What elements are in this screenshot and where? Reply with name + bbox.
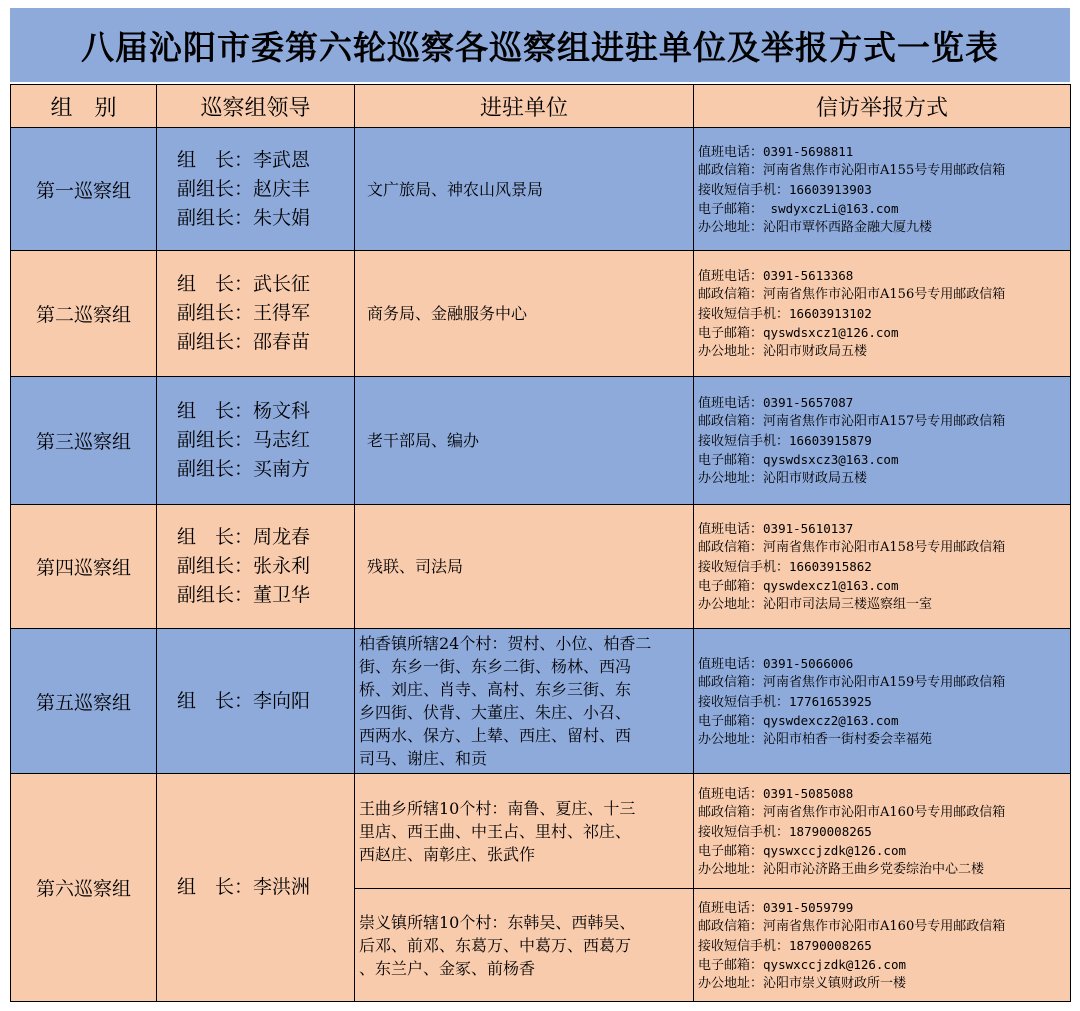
contact-address: 办公地址：沁阳市崇义镇财政所一楼 xyxy=(698,975,907,991)
stationed-units: 商务局、金融服务中心 xyxy=(355,251,694,377)
group-leaders xyxy=(157,774,355,1002)
group-name: 第三巡察组 xyxy=(11,377,157,505)
contact-address: 办公地址：沁阳市司法局三楼巡察组一室 xyxy=(698,597,933,612)
contact-address: 办公地址：沁阳市覃怀西路金融大厦九楼 xyxy=(698,219,933,235)
leader: 副组长：王得军 xyxy=(177,302,311,324)
contact-mail: 邮政信箱：河南省焦作市沁阳市A158号专用邮政信箱 xyxy=(698,540,1006,555)
header-contact: 信访举报方式 xyxy=(694,85,1071,128)
units-line: 乡四街、伏背、大董庄、朱庄、小召、 xyxy=(359,703,632,722)
table-row xyxy=(11,505,1071,629)
stationed-units: 文广旅局、神农山风景局 xyxy=(355,128,694,251)
leader: 组 长：李洪洲 xyxy=(177,876,311,898)
contact-info xyxy=(694,889,1071,1002)
contact-mail: 邮政信箱：河南省焦作市沁阳市A155号专用邮政信箱 xyxy=(698,162,1006,178)
stationed-units xyxy=(355,889,694,1002)
contact-address: 办公地址：沁阳市财政局五楼 xyxy=(698,344,868,359)
contact-info xyxy=(694,128,1071,251)
contact-phone: 值班电话：0391-5066006 xyxy=(698,655,854,672)
contact-info xyxy=(694,251,1071,377)
units-line: 街、东乡一街、东乡二街、杨林、西冯 xyxy=(359,657,632,676)
group-name: 第六巡察组 xyxy=(11,774,157,1002)
contact-phone: 值班电话：0391-5613368 xyxy=(698,268,854,284)
units-line: 柏香镇所辖24个村：贺村、小位、柏香二 xyxy=(359,634,652,653)
group-leaders xyxy=(157,505,355,629)
page-title: 八届沁阳市委第六轮巡察各巡察组进驻单位及举报方式一览表 xyxy=(10,8,1070,82)
header-leaders: 巡察组领导 xyxy=(157,85,355,128)
group-leaders xyxy=(157,377,355,505)
contact-info xyxy=(694,629,1071,774)
contact-mail: 邮政信箱：河南省焦作市沁阳市A159号专用邮政信箱 xyxy=(698,674,1006,690)
table-row xyxy=(11,251,1071,377)
inspection-table xyxy=(10,84,1071,1002)
leader: 副组长：朱大娟 xyxy=(177,206,311,229)
contact-sms: 接收短信手机：16603913102 xyxy=(698,306,872,322)
contact-mail: 邮政信箱：河南省焦作市沁阳市A160号专用邮政信箱 xyxy=(698,804,1006,820)
leader: 副组长：马志红 xyxy=(177,429,311,451)
leader: 副组长：张永利 xyxy=(177,555,311,577)
leader: 组 长：李武恩 xyxy=(177,148,311,171)
group-leaders xyxy=(157,251,355,377)
units-line: 司马、谢庄、和贡 xyxy=(359,749,488,768)
contact-info xyxy=(694,505,1071,629)
units-line: 后邓、前邓、东葛万、中葛万、西葛万 xyxy=(359,935,632,955)
contact-phone: 值班电话：0391-5085088 xyxy=(698,785,854,802)
contact-address: 办公地址：沁阳市财政局五楼 xyxy=(698,471,868,486)
contact-info xyxy=(694,774,1071,889)
group-name: 第一巡察组 xyxy=(11,128,157,251)
contact-email: 电子邮箱： swdyxczLi@163.com xyxy=(698,200,899,217)
contact-sms: 接收短信手机：16603915879 xyxy=(698,433,872,449)
table-row xyxy=(11,774,1071,889)
contact-email: 电子邮箱：qyswxccjzdk@126.com xyxy=(698,842,907,859)
leader: 副组长：赵庆丰 xyxy=(177,177,311,200)
leader: 组 长：武长征 xyxy=(177,273,311,295)
units-line: 崇义镇所辖10个村：东韩吴、西韩吴、 xyxy=(359,912,636,932)
table-row xyxy=(11,377,1071,505)
units-line: 西两水、保方、上辇、西庄、留村、西 xyxy=(359,726,632,745)
group-name: 第五巡察组 xyxy=(11,629,157,774)
units-line: 西赵庄、南彰庄、张武作 xyxy=(359,844,536,864)
contact-sms: 接收短信手机：17761653925 xyxy=(698,693,872,710)
header-row xyxy=(11,85,1071,128)
contact-info xyxy=(694,377,1071,505)
table-row xyxy=(11,629,1071,774)
group-leaders xyxy=(157,128,355,251)
contact-sms: 接收短信手机：18790008265 xyxy=(698,937,872,954)
group-leaders xyxy=(157,629,355,774)
group-name: 第二巡察组 xyxy=(11,251,157,377)
contact-email: 电子邮箱：qyswxccjzdk@126.com xyxy=(698,956,907,973)
units-line: 桥、刘庄、肖寺、高村、东乡三街、东 xyxy=(359,680,632,699)
contact-sms: 接收短信手机：16603913903 xyxy=(698,181,872,198)
units-line: 王曲乡所辖10个村：南鲁、夏庄、十三 xyxy=(359,798,636,818)
contact-email: 电子邮箱：qyswdsxcz1@126.com xyxy=(698,325,899,341)
table-row xyxy=(11,128,1071,251)
stationed-units: 残联、司法局 xyxy=(355,505,694,629)
header-group: 组 别 xyxy=(11,85,157,128)
stationed-units: 老干部局、编办 xyxy=(355,377,694,505)
contact-sms: 接收短信手机：16603915862 xyxy=(698,559,872,575)
header-units: 进驻单位 xyxy=(355,85,694,128)
contact-address: 办公地址：沁阳市柏香一街村委会幸福苑 xyxy=(698,731,933,747)
group-name: 第四巡察组 xyxy=(11,505,157,629)
contact-phone: 值班电话：0391-5698811 xyxy=(698,143,854,160)
contact-phone: 值班电话：0391-5610137 xyxy=(698,521,854,537)
contact-sms: 接收短信手机：18790008265 xyxy=(698,823,872,840)
leader: 组 长：杨文科 xyxy=(177,400,311,422)
contact-mail: 邮政信箱：河南省焦作市沁阳市A157号专用邮政信箱 xyxy=(698,414,1006,429)
stationed-units xyxy=(355,629,694,774)
leader: 副组长：邵春苗 xyxy=(177,331,311,353)
contact-email: 电子邮箱：qyswdexcz1@163.com xyxy=(698,578,899,594)
units-line: 里店、西王曲、中王占、里村、祁庄、 xyxy=(359,821,632,841)
contact-address: 办公地址：沁阳市沁济路王曲乡党委综治中心二楼 xyxy=(698,861,985,877)
leader: 副组长：买南方 xyxy=(177,458,311,480)
contact-mail: 邮政信箱：河南省焦作市沁阳市A156号专用邮政信箱 xyxy=(698,287,1006,302)
contact-mail: 邮政信箱：河南省焦作市沁阳市A160号专用邮政信箱 xyxy=(698,918,1006,934)
leader: 组 长：周龙春 xyxy=(177,526,311,548)
contact-phone: 值班电话：0391-5059799 xyxy=(698,899,854,916)
contact-phone: 值班电话：0391-5657087 xyxy=(698,395,854,411)
leader: 组 长：李向阳 xyxy=(177,689,311,712)
contact-email: 电子邮箱：qyswdsxcz3@163.com xyxy=(698,452,899,468)
stationed-units xyxy=(355,774,694,889)
contact-email: 电子邮箱：qyswdexcz2@163.com xyxy=(698,712,899,729)
leader: 副组长：董卫华 xyxy=(177,584,311,606)
units-line: 、东兰户、金冢、前杨香 xyxy=(359,958,536,978)
